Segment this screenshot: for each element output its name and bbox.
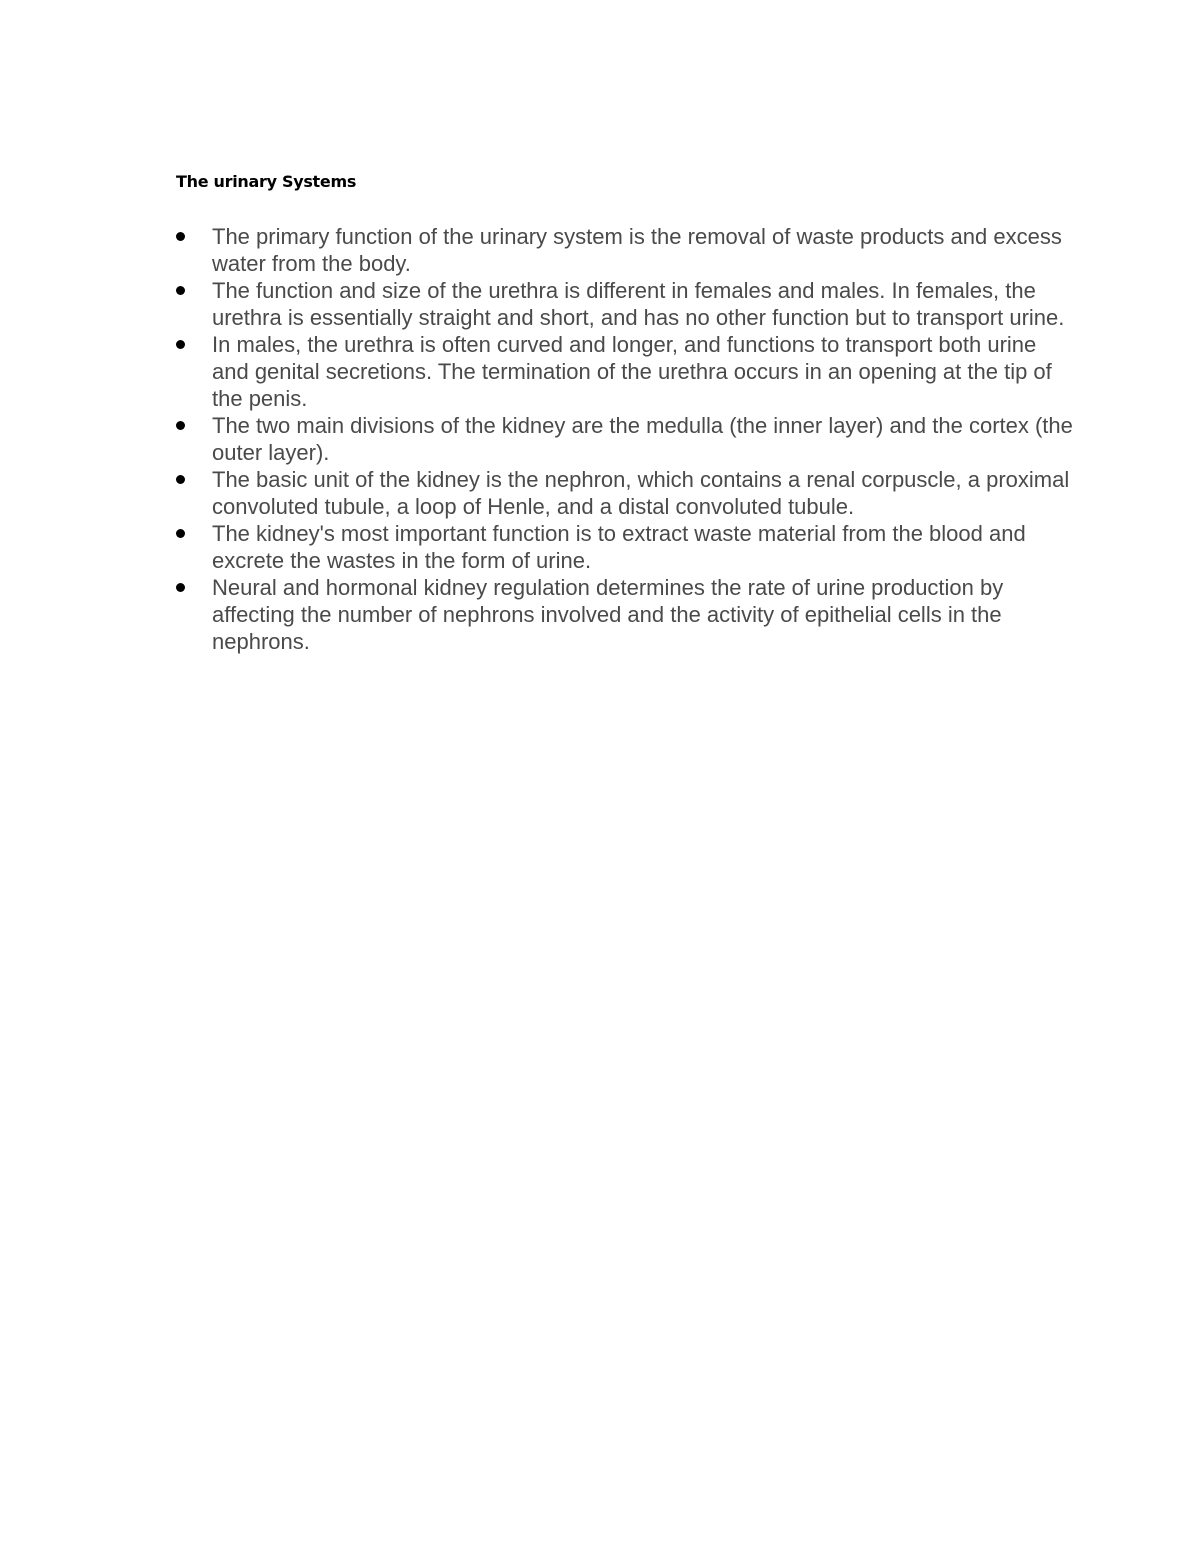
bullet-item xyxy=(176,331,1076,412)
bullet-dot-icon xyxy=(176,286,185,295)
bullet-item xyxy=(176,223,1076,277)
bullet-dot-icon xyxy=(176,421,185,430)
bullet-text: The primary function of the urinary system is the removal of waste products and excess water from the body. xyxy=(212,224,1062,276)
bullet-item xyxy=(176,466,1076,520)
document-title: The urinary Systems xyxy=(176,172,357,191)
bullet-dot-icon xyxy=(176,475,185,484)
bullet-text: The basic unit of the kidney is the nephron, which contains a renal corpuscle, a proximal convoluted tubule, a loop of Henle, and a distal convoluted tubule. xyxy=(212,467,1070,519)
bullet-item xyxy=(176,277,1076,331)
bullet-dot-icon xyxy=(176,340,185,349)
bullet-text: The kidney's most important function is to extract waste material from the blood and excrete the wastes in the form of urine. xyxy=(212,521,1026,573)
bullet-text: In males, the urethra is often curved and longer, and functions to transport both urine and genital secretions. The termination of the urethra occurs in an opening at the tip of the penis. xyxy=(212,332,1052,411)
bullet-list xyxy=(176,223,1076,655)
bullet-text: Neural and hormonal kidney regulation determines the rate of urine production by affecting the number of nephrons involved and the activity of epithelial cells in the nephrons. xyxy=(212,575,1004,654)
bullet-dot-icon xyxy=(176,529,185,538)
bullet-item xyxy=(176,412,1076,466)
bullet-item xyxy=(176,520,1076,574)
bullet-item xyxy=(176,574,1076,655)
bullet-text: The function and size of the urethra is different in females and males. In females, the urethra is essentially straight and short, and has no other function but to transport urine. xyxy=(212,278,1065,330)
bullet-dot-icon xyxy=(176,583,185,592)
bullet-text: The two main divisions of the kidney are the medulla (the inner layer) and the cortex (the outer layer). xyxy=(212,413,1073,465)
bullet-dot-icon xyxy=(176,232,185,241)
